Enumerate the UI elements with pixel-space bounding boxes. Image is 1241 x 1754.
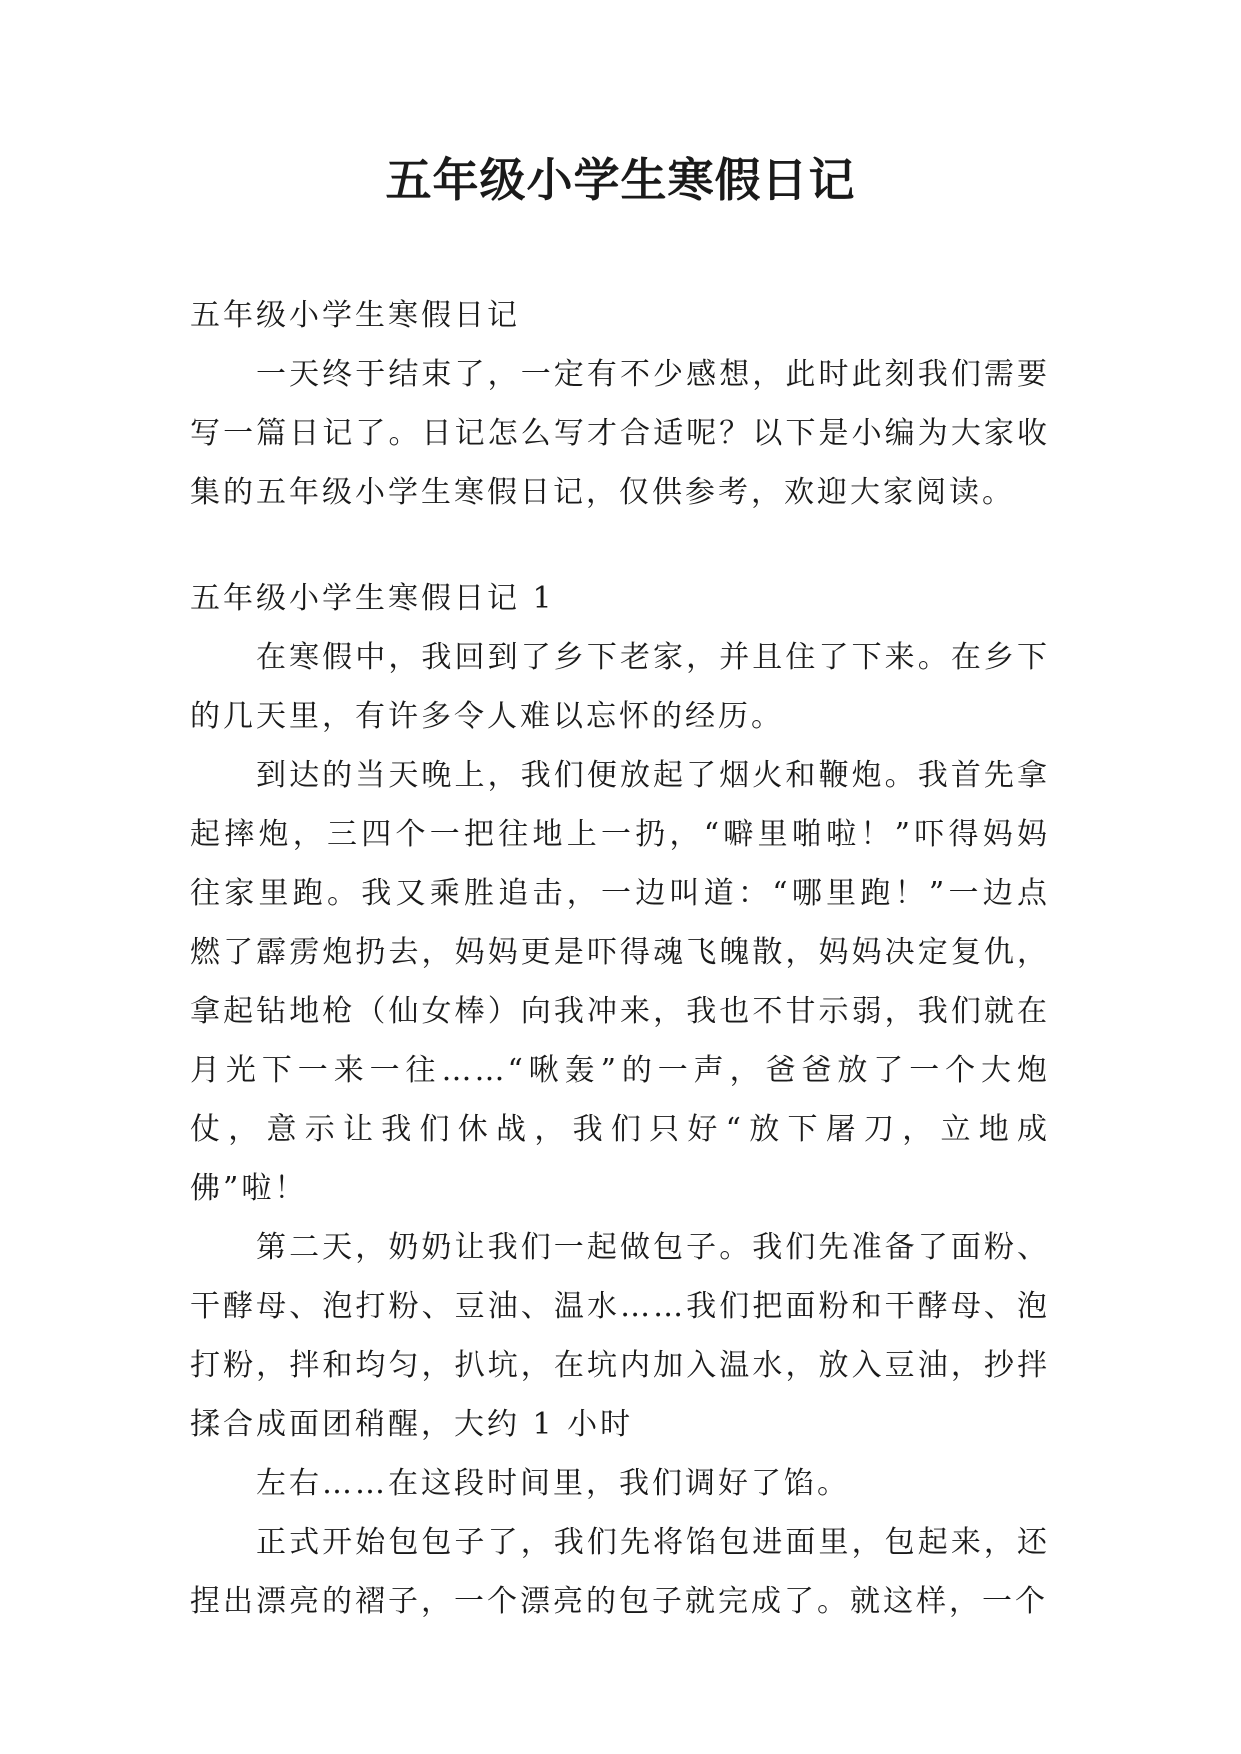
document-body <box>190 286 1050 1631</box>
intro-paragraph: 一天终于结束了，一定有不少感想，此时此刻我们需要写一篇日记了。日记怎么写才合适呢？以下是小编为大家收集的五年级小学生寒假日记，仅供参考，欢迎大家阅读。 <box>190 357 1050 510</box>
intro-heading: 五年级小学生寒假日记 <box>190 298 520 333</box>
paragraph: 第二天，奶奶让我们一起做包子。我们先准备了面粉、干酵母、泡打粉、豆油、温水……我们把面粉和干酵母、泡打粉，拌和均匀，扒坑，在坑内加入温水，放入豆油，抄拌揉合成面团稍醒，大约 1 小时 <box>190 1230 1050 1442</box>
section-spacer <box>190 522 1050 569</box>
paragraph: 正式开始包包子了，我们先将馅包进面里，包起来，还捏出漂亮的褶子，一个漂亮的包子就完成了。就这样，一个 <box>190 1525 1050 1619</box>
section-heading: 五年级小学生寒假日记 1 <box>190 581 555 616</box>
paragraph: 在寒假中，我回到了乡下老家，并且住了下来。在乡下的几天里，有许多令人难以忘怀的经历。 <box>190 640 1050 734</box>
paragraph: 到达的当天晚上，我们便放起了烟火和鞭炮。我首先拿起摔炮，三四个一把往地上一扔，“噼里啪啦！”吓得妈妈往家里跑。我又乘胜追击，一边叫道：“哪里跑！”一边点燃了霹雳炮扔去，妈妈更是吓得魂飞魄散，妈妈决定复仇，拿起钻地枪（仙女棒）向我冲来，我也不甘示弱，我们就在月光下一来一往……“啾轰”的一声，爸爸放了一个大炮仗，意示让我们休战，我们只好“放下屠刀，立地成佛”啦！ <box>190 758 1050 1206</box>
paragraph: 左右……在这段时间里，我们调好了馅。 <box>256 1466 850 1501</box>
document-title: 五年级小学生寒假日记 <box>385 153 856 207</box>
